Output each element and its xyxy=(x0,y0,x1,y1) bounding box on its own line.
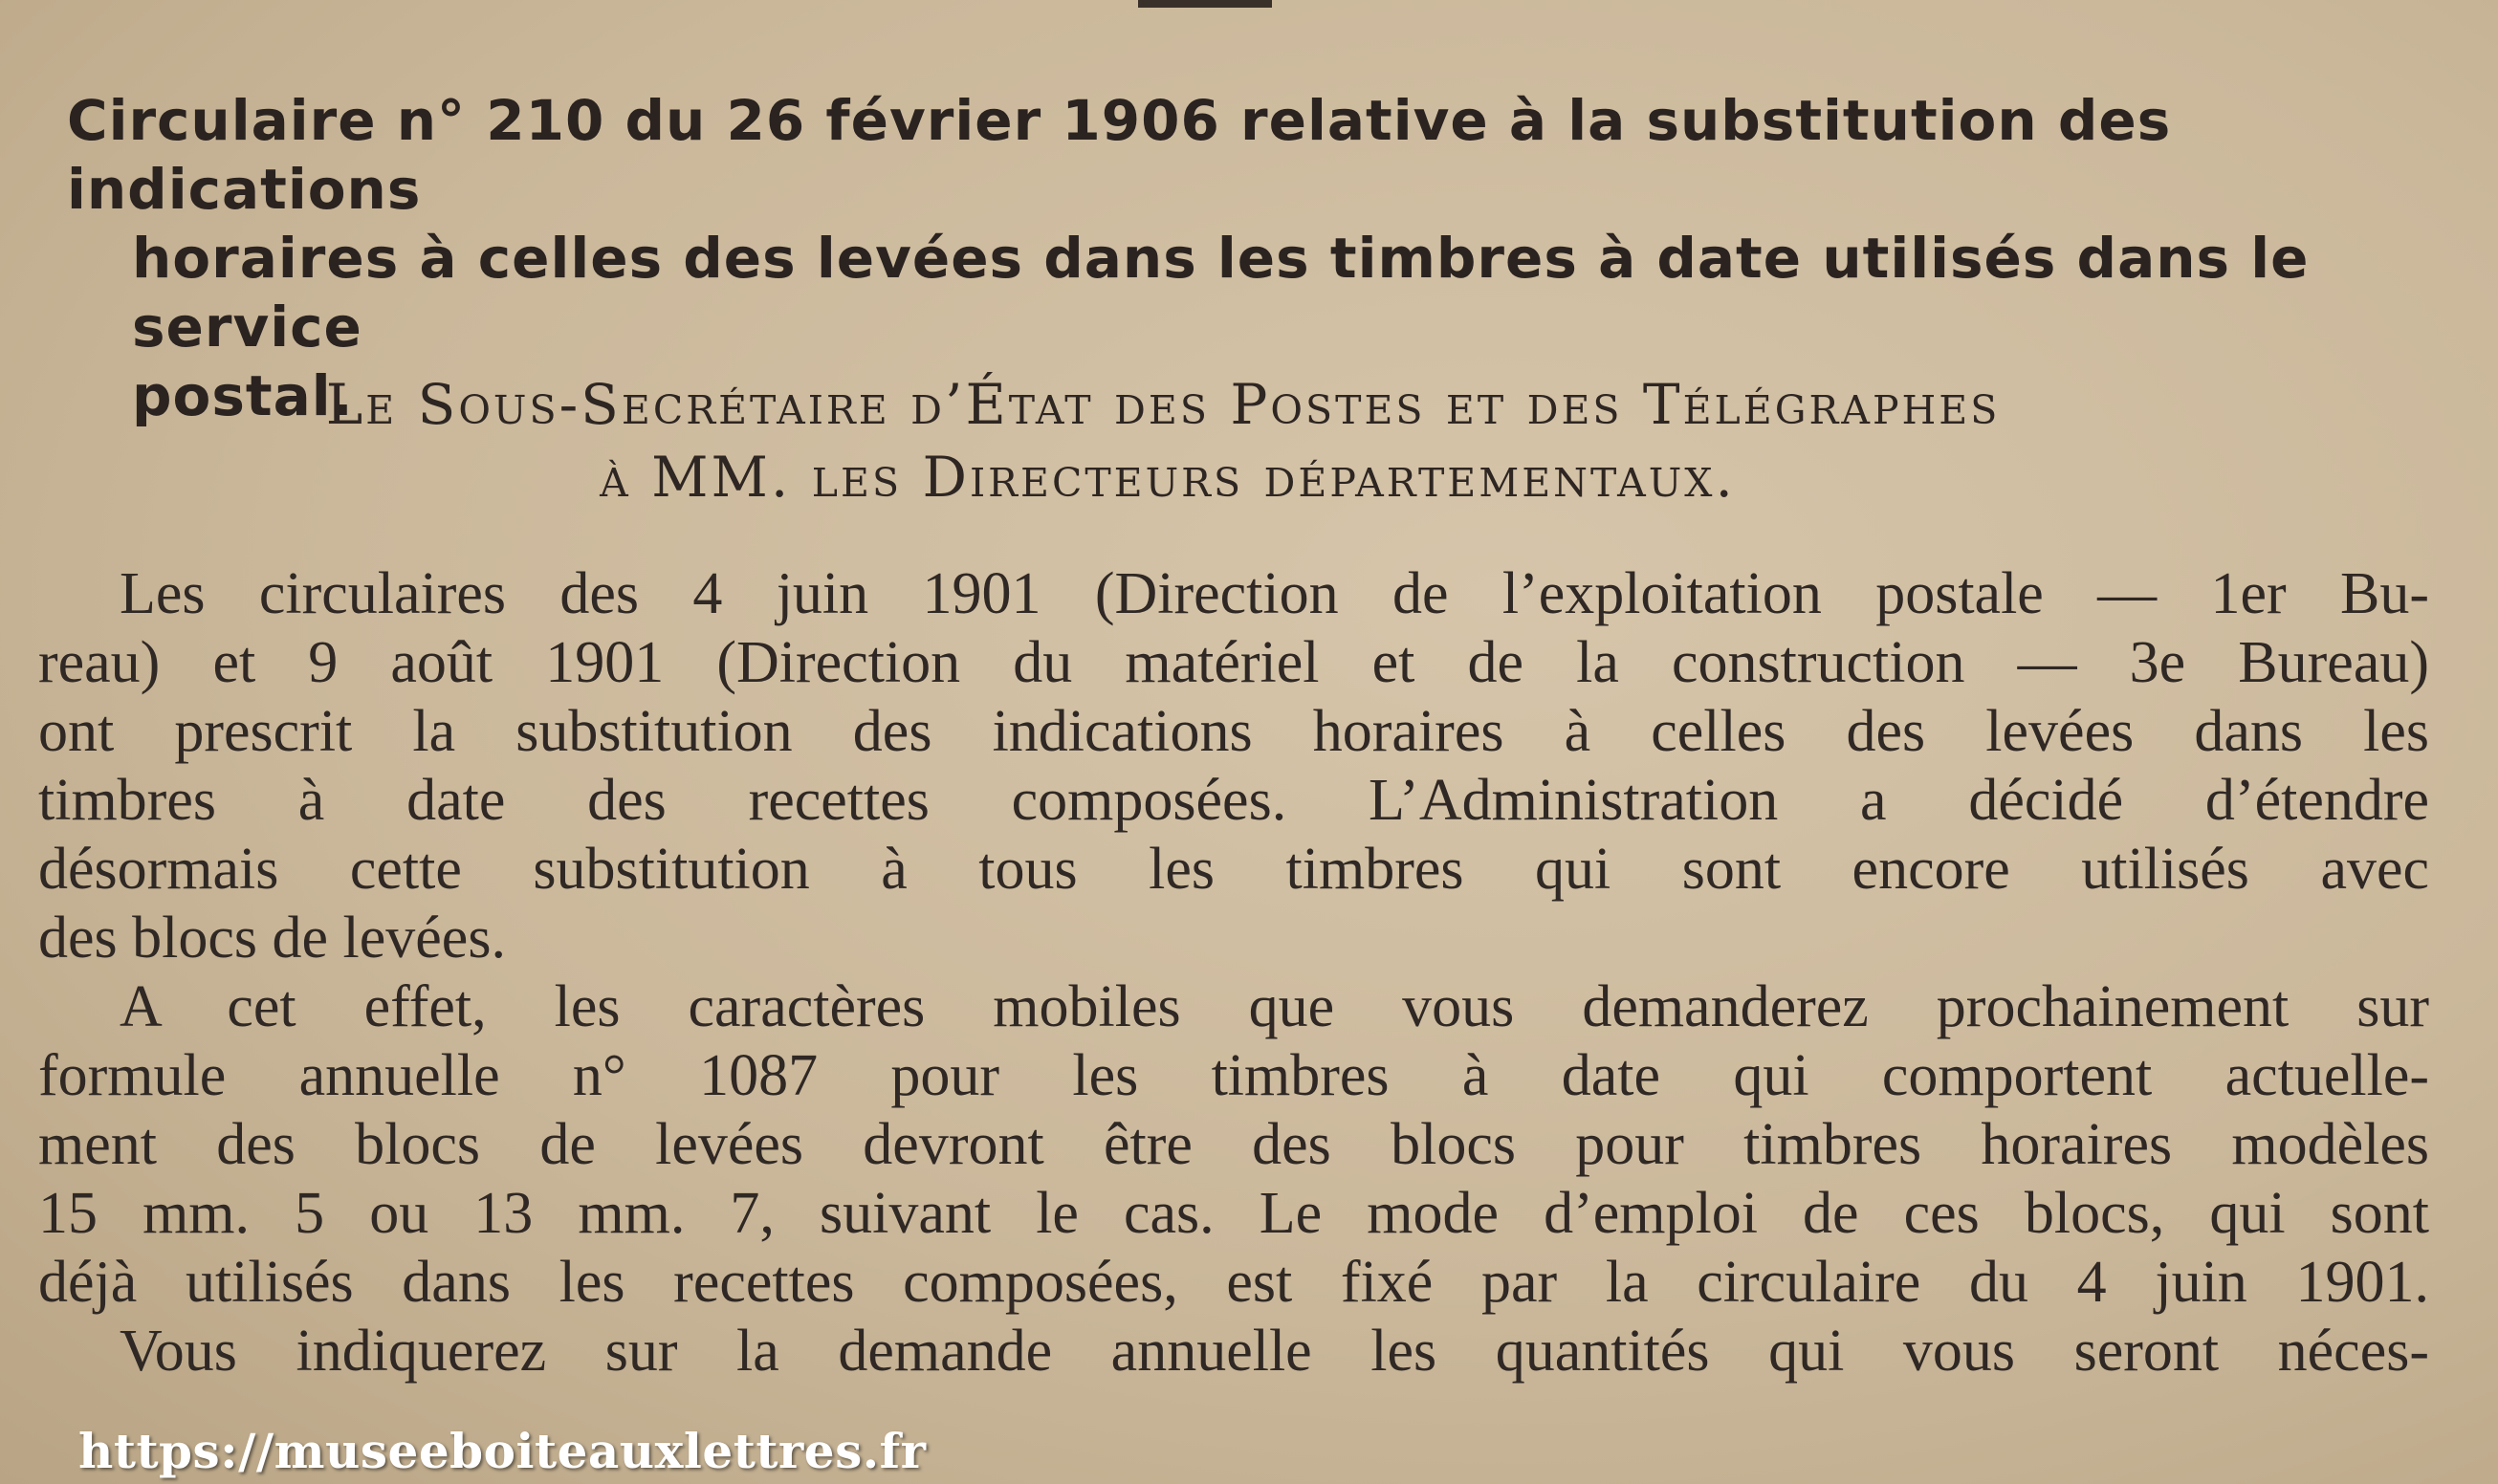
body-line: reau) et 9 août 1901 (Direction du matériel et de la construction — 3e Bureau) xyxy=(38,630,2429,695)
body-line: formule annuelle n° 1087 pour les timbres à date qui comportent actuelle- xyxy=(38,1043,2429,1108)
body-line: 15 mm. 5 ou 13 mm. 7, suivant le cas. Le mode d’emploi de ces blocs, qui sont xyxy=(38,1181,2429,1246)
body-line: Vous indiquerez sur la demande annuelle les quantités qui vous seront néces- xyxy=(120,1319,2429,1384)
body-line: ment des blocs de levées devront être des blocs pour timbres horaires modèles xyxy=(38,1112,2429,1177)
body-line: ont prescrit la substitution des indications horaires à celles des levées dans les xyxy=(38,699,2429,764)
page-top-rule xyxy=(1138,0,1272,8)
heading-line-1: Circulaire n° 210 du 26 février 1906 relative à la substitution des indications xyxy=(67,88,2172,222)
sender-line-2: à MM. les Directeurs départementaux. xyxy=(600,445,1736,510)
body-line: des blocs de levées. xyxy=(38,906,506,971)
body-line: déjà utilisés dans les recettes composées, est fixé par la circulaire du 4 juin 1901. xyxy=(38,1250,2429,1315)
heading-line-2: horaires à celles des levées dans les timbres à date utilisés dans le service xyxy=(132,226,2310,360)
sender-block xyxy=(0,368,2498,513)
heading-line-3: postal. xyxy=(132,363,354,428)
source-watermark: https://museeboiteauxlettres.fr xyxy=(78,1423,927,1479)
circular-body xyxy=(38,559,2429,1386)
body-line: timbres à date des recettes composées. L’Administration a décidé d’étendre xyxy=(38,768,2429,833)
body-line: Les circulaires des 4 juin 1901 (Direction de l’exploitation postale — 1er Bu- xyxy=(120,561,2429,626)
sender-line-1: Le Sous-Secrétaire d’État des Postes et des Télégraphes xyxy=(325,372,2001,437)
body-line: A cet effet, les caractères mobiles que vous demanderez prochainement sur xyxy=(120,974,2429,1039)
body-line: désormais cette substitution à tous les timbres qui sont encore utilisés avec xyxy=(38,837,2429,902)
